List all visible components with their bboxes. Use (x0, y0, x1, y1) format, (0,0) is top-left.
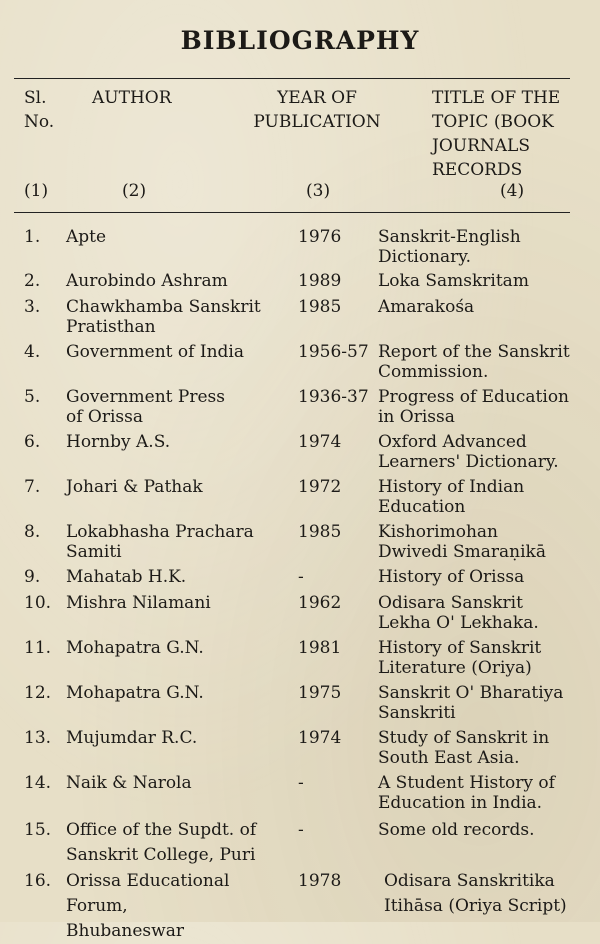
row-author: Mahatab H.K. (66, 567, 187, 587)
row-title: Odisara Sanskritika Itihāsa (Oriya Script) (384, 871, 567, 916)
row-title: Loka Samskritam (378, 271, 529, 291)
row-title: Sanskrit-English Dictionary. (378, 227, 521, 267)
row-number: 9. (24, 567, 41, 587)
row-number: 12. (24, 683, 52, 703)
row-number: 11. (24, 638, 52, 658)
row-number: 4. (24, 342, 41, 362)
row-year: 1985 (298, 297, 342, 317)
header-topic-line-4: RECORDS (432, 160, 523, 180)
row-year: 1981 (298, 638, 342, 658)
header-top-rule (14, 78, 570, 79)
row-title: A Student History of Education in India. (378, 773, 555, 813)
row-author: Aurobindo Ashram (66, 271, 228, 291)
row-author: Mohapatra G.N. (66, 638, 204, 658)
column-number-1: (1) (24, 181, 49, 201)
row-title: Study of Sanskrit in South East Asia. (378, 728, 550, 768)
row-author: Naik & Narola (66, 773, 192, 793)
row-author: Johari & Pathak (66, 477, 203, 497)
row-title: Some old records. (378, 820, 535, 840)
row-number: 3. (24, 297, 41, 317)
row-title: Sanskrit O' Bharatiya Sanskriti (378, 683, 564, 723)
column-number-3: (3) (306, 181, 331, 201)
row-author: Government Press of Orissa (66, 387, 225, 427)
header-author: AUTHOR (92, 88, 172, 108)
row-year: 1989 (298, 271, 342, 291)
row-year: 1978 (298, 871, 342, 891)
header-sl-no (24, 86, 54, 134)
row-number: 15. (24, 820, 52, 840)
row-author: Government of India (66, 342, 244, 362)
column-number-4: (4) (500, 181, 525, 201)
row-number: 10. (24, 593, 52, 613)
header-topic (432, 86, 560, 182)
page-title: BIBLIOGRAPHY (180, 26, 420, 55)
row-author: Mishra Nilamani (66, 593, 211, 613)
row-year: - (298, 820, 304, 840)
row-number: 14. (24, 773, 52, 793)
header-topic-line-1: TITLE OF THE (432, 88, 561, 108)
row-year: 1975 (298, 683, 342, 703)
row-author: Office of the Supdt. of Sanskrit College, Puri (66, 820, 257, 865)
row-title: Kishorimohan Dwivedi Smaraṇikā (378, 522, 546, 562)
row-author: Hornby A.S. (66, 432, 171, 452)
row-year: 1974 (298, 728, 342, 748)
row-year: 1985 (298, 522, 342, 542)
row-number: 6. (24, 432, 41, 452)
header-topic-line-2: TOPIC (BOOK (432, 112, 554, 132)
row-year: 1962 (298, 593, 342, 613)
row-number: 8. (24, 522, 41, 542)
row-year: - (298, 567, 304, 587)
row-number: 7. (24, 477, 41, 497)
row-author: Orissa Educational Forum, Bhubaneswar (66, 871, 230, 941)
row-number: 16. (24, 871, 52, 891)
row-number: 5. (24, 387, 41, 407)
row-year: 1976 (298, 227, 342, 247)
row-number: 2. (24, 271, 41, 291)
column-number-2: (2) (122, 181, 147, 201)
row-number: 1. (24, 227, 41, 247)
row-number: 13. (24, 728, 52, 748)
row-year: 1956-57 (298, 342, 369, 362)
row-year: 1972 (298, 477, 342, 497)
row-title: History of Sanskrit Literature (Oriya) (378, 638, 542, 678)
row-title: Report of the Sanskrit Commission. (378, 342, 570, 382)
header-bottom-rule (14, 212, 570, 213)
row-year: - (298, 773, 304, 793)
row-title: History of Orissa (378, 567, 525, 587)
header-no: No. (24, 112, 55, 132)
row-title: Progress of Education in Orissa (378, 387, 570, 427)
header-topic-line-3: JOURNALS (432, 136, 530, 156)
header-sl: Sl. (24, 88, 47, 108)
row-title: Oxford Advanced Learners' Dictionary. (378, 432, 559, 472)
row-title: Odisara Sanskrit Lekha O' Lekhaka. (378, 593, 539, 633)
row-year: 1974 (298, 432, 342, 452)
header-year (250, 86, 384, 134)
row-author: Lokabhasha Prachara Samiti (66, 522, 254, 562)
row-author: Mohapatra G.N. (66, 683, 204, 703)
header-year-line-2: PUBLICATION (253, 112, 381, 132)
row-author: Mujumdar R.C. (66, 728, 198, 748)
row-author: Apte (66, 227, 107, 247)
row-title: History of Indian Education (378, 477, 525, 517)
row-year: 1936-37 (298, 387, 369, 407)
row-title: Amarakośa (378, 297, 475, 317)
row-author: Chawkhamba Sanskrit Pratisthan (66, 297, 261, 337)
header-year-line-1: YEAR OF (277, 88, 357, 108)
